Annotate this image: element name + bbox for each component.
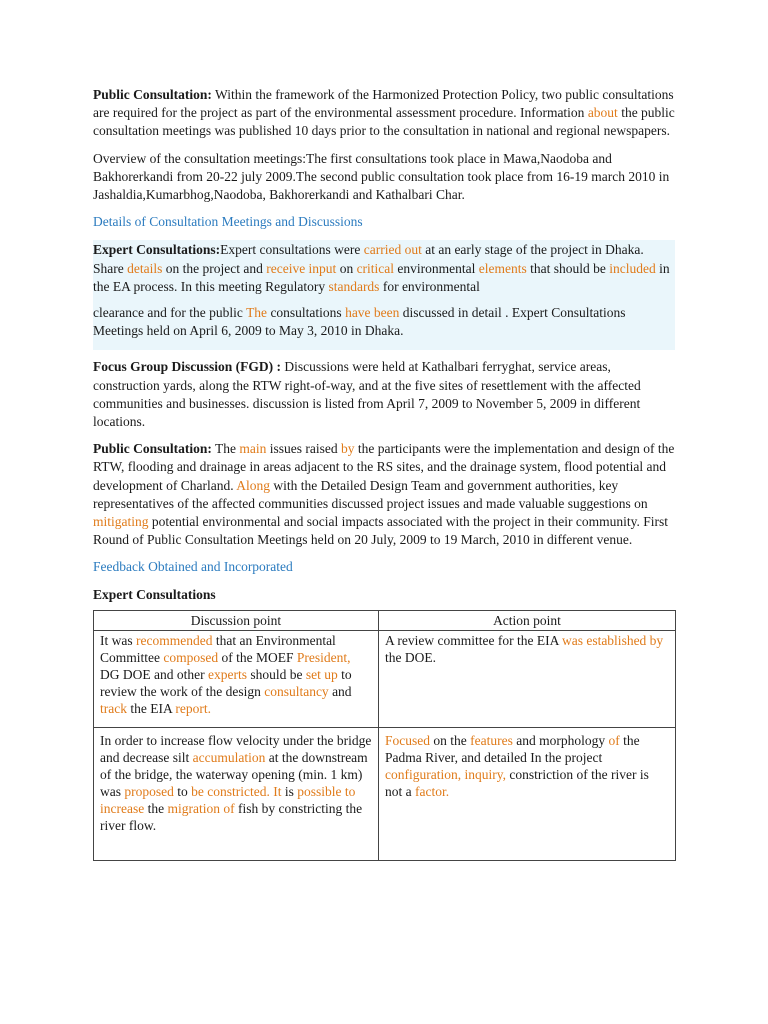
highlighted-word: composed	[163, 649, 219, 665]
expert-consultations-block	[93, 240, 675, 350]
highlighted-word: be constricted. It	[191, 783, 282, 799]
highlighted-word: configuration, inquiry,	[385, 766, 506, 782]
action-cell: Focused on the features and morphology of the Padma River, and detailed In the project configuration, inquiry, constriction of the river is not a factor.	[379, 727, 676, 860]
highlighted-word: President,	[296, 649, 351, 665]
paragraph-label: Focus Group Discussion (FGD) :	[93, 359, 282, 375]
highlighted-word: was established by	[561, 632, 664, 648]
paragraph-expert-consultations-cont: clearance and for the public The consultations have been discussed in detail . Expert Consultations Meetings held on April 6, 2009 to May 3, 2010 in Dhaka.	[93, 305, 626, 339]
highlighted-word: consultancy	[264, 683, 329, 699]
highlighted-word: elements	[478, 260, 527, 276]
expert-consultations-table	[93, 610, 676, 861]
header-action-point: Action point	[379, 610, 676, 630]
highlighted-word: critical	[356, 260, 395, 276]
highlighted-word: mitigating	[93, 514, 149, 530]
paragraph-label: Public Consultation:	[93, 441, 212, 457]
discussion-cell: It was recommended that an Environmental Committee composed of the MOEF President, DG DOE and other experts should be set up to review the work of the design consultancy and track the EIA report.	[94, 630, 379, 727]
table-row	[94, 727, 676, 860]
highlighted-word: report.	[175, 700, 211, 716]
paragraph-label: Public Consultation:	[93, 87, 212, 102]
table-row	[94, 630, 676, 727]
highlighted-word: The	[246, 305, 268, 321]
highlighted-word: by	[341, 441, 355, 457]
heading-feedback: Feedback Obtained and Incorporated	[93, 559, 293, 575]
paragraph-label: Expert Consultations:	[93, 242, 221, 258]
heading-details-consultation: Details of Consultation Meetings and Discussions	[93, 214, 363, 230]
highlighted-word: experts	[207, 666, 247, 682]
paragraph-expert-consultations: Expert Consultations:Expert consultations were carried out at an early stage of the project in Dhaka. Share details on the project and receive input on critical environmental elements that should be included in the EA process. In this meeting Regulatory standards for environmental	[93, 242, 670, 294]
highlighted-word: receive input	[266, 260, 337, 276]
highlighted-word: about	[587, 105, 618, 121]
highlighted-word: features	[470, 732, 513, 748]
highlighted-word: set up	[305, 666, 338, 682]
highlighted-word: of	[608, 732, 620, 748]
highlighted-word: recommended	[136, 632, 213, 648]
highlighted-word: Focused	[385, 732, 430, 748]
table-title: Expert Consultations	[93, 586, 216, 602]
highlighted-word: proposed	[124, 783, 174, 799]
header-discussion-point: Discussion point	[94, 610, 379, 630]
highlighted-word: main	[239, 441, 267, 457]
highlighted-word: accumulation	[192, 749, 266, 765]
paragraph-focus-group: Focus Group Discussion (FGD) : Discussions were held at Kathalbari ferryghat, service areas, construction yards, along the RTW right-of-way, and at the five sites of resettlement with the affected communities and businesses. discussion is listed from April 7, 2009 to November 5, 2009 in different locations.	[93, 359, 641, 430]
highlighted-word: included	[609, 260, 656, 276]
paragraph-overview: Overview of the consultation meetings:The first consultations took place in Mawa,Naodoba and Bakhorerkandi from 20-22 july 2009.The second public consultation took place from 16-19 march 2010 in Jashaldia,Kumarbhog,Naodoba, Bakhorerkandi and Kathalbari Char.	[93, 150, 670, 203]
highlighted-word: have been	[345, 305, 400, 321]
highlighted-word: Along	[236, 477, 270, 493]
highlighted-word: standards	[328, 278, 380, 294]
highlighted-word: possible to increase	[100, 783, 356, 816]
highlighted-word: migration of	[167, 800, 235, 816]
highlighted-word: details	[127, 260, 163, 276]
action-cell: A review committee for the EIA was established by the DOE.	[379, 630, 676, 727]
discussion-cell: In order to increase flow velocity under the bridge and decrease silt accumulation at the downstream of the bridge, the waterway opening (min. 1 km) was proposed to be constricted. It is possible to increase the migration of fish by constricting the river flow.	[94, 727, 379, 860]
paragraph-public-consultation-2: Public Consultation: The main issues raised by the participants were the implementation and design of the RTW, flooding and drainage in areas adjacent to the RS sites, and the drainage system, flood potential and development of Charland. Along with the Detailed Design Team and government authorities, key representatives of the affected communities discussed project issues and made valuable suggestions on mitigating potential environmental and social impacts associated with the project in their community. First Round of Public Consultation Meetings held on 20 July, 2009 to 19 March, 2010 in different venue.	[93, 441, 675, 548]
document-page	[93, 86, 675, 861]
paragraph-public-consultation-1: Public Consultation: Within the framework of the Harmonized Protection Policy, two public consultations are required for the project as part of the environmental assessment procedure. Information about the public consultation meetings was published 10 days prior to the consultation in national and regional newspapers.	[93, 87, 675, 139]
highlighted-word: carried out	[363, 242, 422, 258]
highlighted-word: factor.	[415, 783, 450, 799]
table-header-row	[94, 610, 676, 630]
highlighted-word: track	[100, 700, 127, 716]
